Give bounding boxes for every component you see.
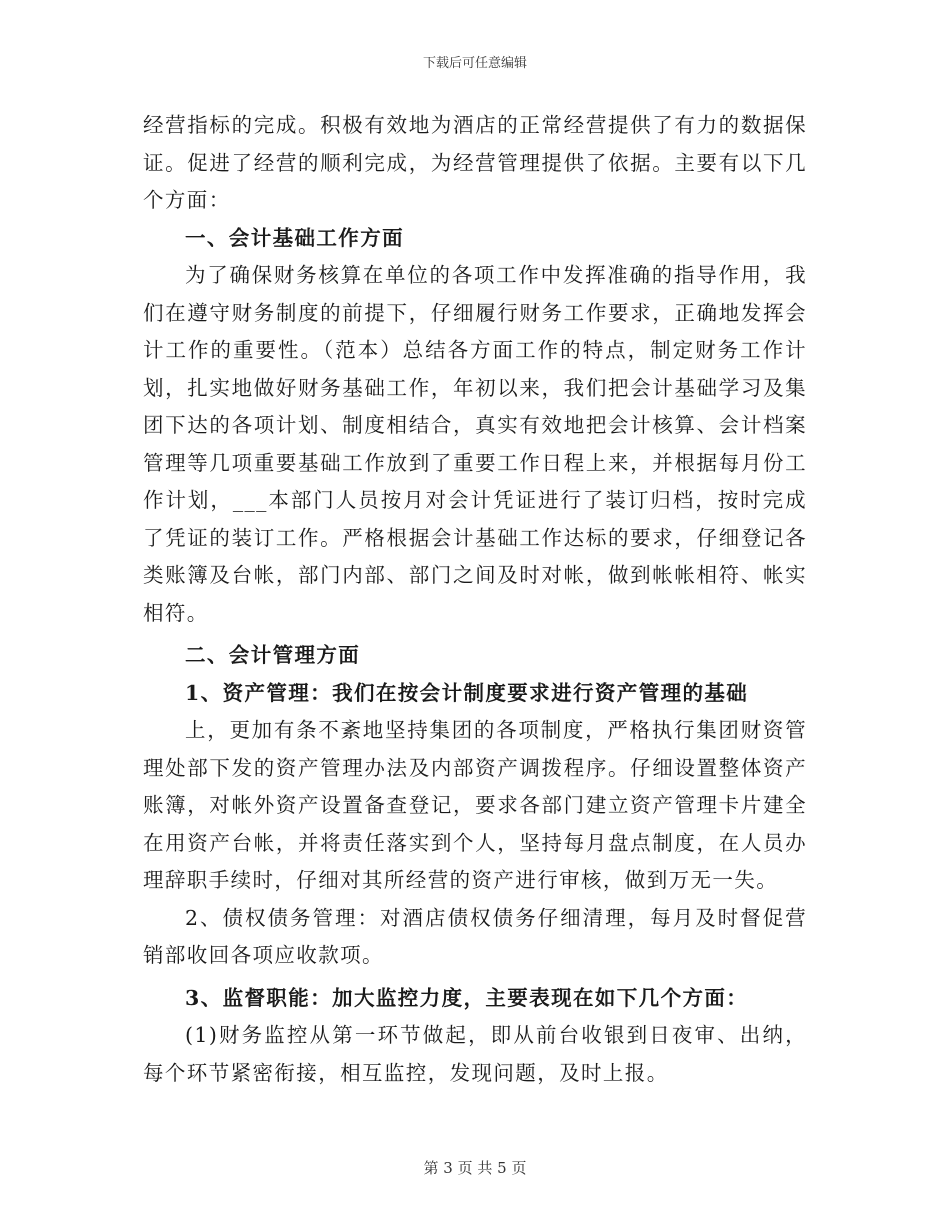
section-heading-accounting-basics: 一、会计基础工作方面 <box>185 225 404 250</box>
paragraph-debt-management: 2、债权债务管理：对酒店债权债务仔细清理，每月及时督促营销部收回各项应收款项。 <box>143 905 807 967</box>
section-heading-accounting-management: 二、会计管理方面 <box>185 643 361 667</box>
paragraph-accounting-basics: 为了确保财务核算在单位的各项工作中发挥准确的指导作用，我们在遵守财务制度的前提下，仔细履行财务工作要求，正确地发挥会计工作的重要性。（范本）总结各方面工作的特点，制定财务工作计划，扎实地做好财务基础工作，年初以来，我们把会计基础学习及集团下达的各项计划、制度相结合，真实有效地把会计核算、会计档案管理等几项重要基础工作放到了重要工作日程上来，并根据每月份工作计划，___本部门人员按月对会计凭证进行了装订归档，按时完成了凭证的装订工作。严格根据会计基础工作达标的要求，仔细登记各类账簿及台帐，部门内部、部门之间及时对帐，做到帐帐相符、帐实相符。 <box>143 263 807 625</box>
subheading-supervision: 3、监督职能：加大监控力度，主要表现在如下几个方面： <box>185 985 749 1010</box>
paragraph-intro: 经营指标的完成。积极有效地为酒店的正常经营提供了有力的数据保证。促进了经营的顺利完成，为经营管理提供了依据。主要有以下几个方面： <box>143 113 807 212</box>
subheading-asset-management: 1、资产管理：我们在按会计制度要求进行资产管理的基础 <box>185 680 749 705</box>
paragraph-supervision-1: (1)财务监控从第一环节做起，即从前台收银到日夜审、出纳，每个环节紧密衔接，相互监控，发现问题，及时上报。 <box>143 1023 807 1085</box>
document-body <box>143 107 807 1092</box>
page-footer: 第 3 页 共 5 页 <box>423 1159 527 1177</box>
page-header: 下载后可任意编辑 <box>422 56 527 71</box>
paragraph-asset-management: 上，更加有条不紊地坚持集团的各项制度，严格执行集团财资管理处部下发的资产管理办法及内部资产调拨程序。仔细设置整体资产账簿，对帐外资产设置备查登记，要求各部门建立资产管理卡片建全在用资产台帐，并将责任落实到个人，坚持每月盘点制度，在人员办理辞职手续时，仔细对其所经营的资产进行审核，做到万无一失。 <box>143 718 807 892</box>
